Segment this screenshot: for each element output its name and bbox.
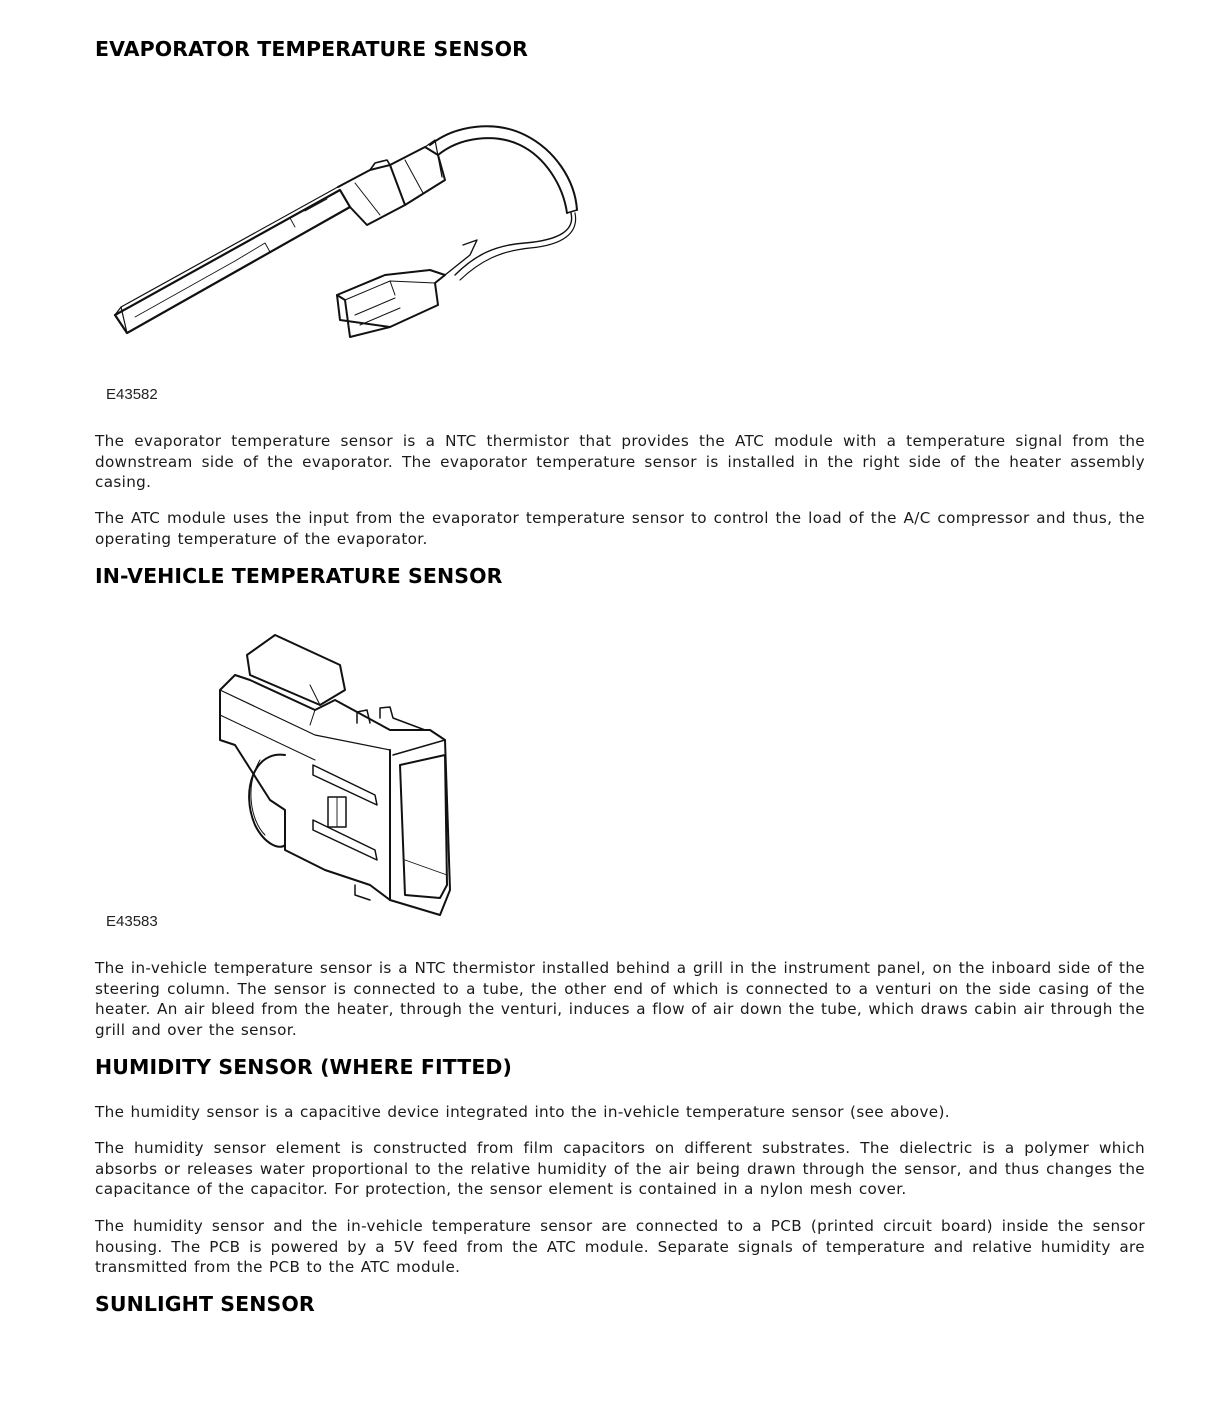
heading-evaporator-temperature-sensor: EVAPORATOR TEMPERATURE SENSOR [95, 37, 529, 61]
figure-code-e43583: E43583 [106, 913, 158, 930]
evaporator-paragraph-2: The ATC module uses the input from the evaporator temperature sensor to control the load of the A/C compressor and thus, the operating temperature of the evaporator. [95, 509, 1145, 548]
heading-in-vehicle-temperature-sensor: IN-VEHICLE TEMPERATURE SENSOR [95, 564, 503, 588]
evaporator-sensor-illustration-icon [105, 115, 595, 345]
humidity-paragraph-3: The humidity sensor and the in-vehicle temperature sensor are connected to a PCB (printed circuit board) inside the sensor housing. The PCB is powered by a 5V feed from the ATC module. Separate signals of temperature and relative humidity are transmitted from the PCB to the ATC module. [95, 1217, 1145, 1277]
heading-sunlight-sensor: SUNLIGHT SENSOR [95, 1292, 315, 1316]
humidity-paragraph-2: The humidity sensor element is constructed from film capacitors on different substrates. The dielectric is a polymer which absorbs or releases water proportional to the relative humidity of the air being drawn through the sensor, and thus changes the capacitance of the capacitor. For protection, the sensor element is contained in a nylon mesh cover. [95, 1139, 1145, 1199]
heading-humidity-sensor: HUMIDITY SENSOR (WHERE FITTED) [95, 1055, 513, 1079]
evaporator-paragraph-1: The evaporator temperature sensor is a NTC thermistor that provides the ATC module with a temperature signal from the downstream side of the evaporator. The evaporator temperature sensor is installed in the right side of the heater assembly casing. [95, 432, 1145, 492]
in-vehicle-sensor-illustration-icon [215, 630, 460, 920]
in-vehicle-paragraph-1: The in-vehicle temperature sensor is a NTC thermistor installed behind a grill in the instrument panel, on the inboard side of the steering column. The sensor is connected to a tube, the other end of which is connected to a venturi on the side casing of the heater. An air bleed from the heater, through the venturi, induces a flow of air down the tube, which draws cabin air through the grill and over the sensor. [95, 959, 1145, 1039]
figure-code-e43582: E43582 [106, 386, 158, 403]
humidity-paragraph-1: The humidity sensor is a capacitive device integrated into the in-vehicle temperature sensor (see above). [95, 1103, 950, 1121]
